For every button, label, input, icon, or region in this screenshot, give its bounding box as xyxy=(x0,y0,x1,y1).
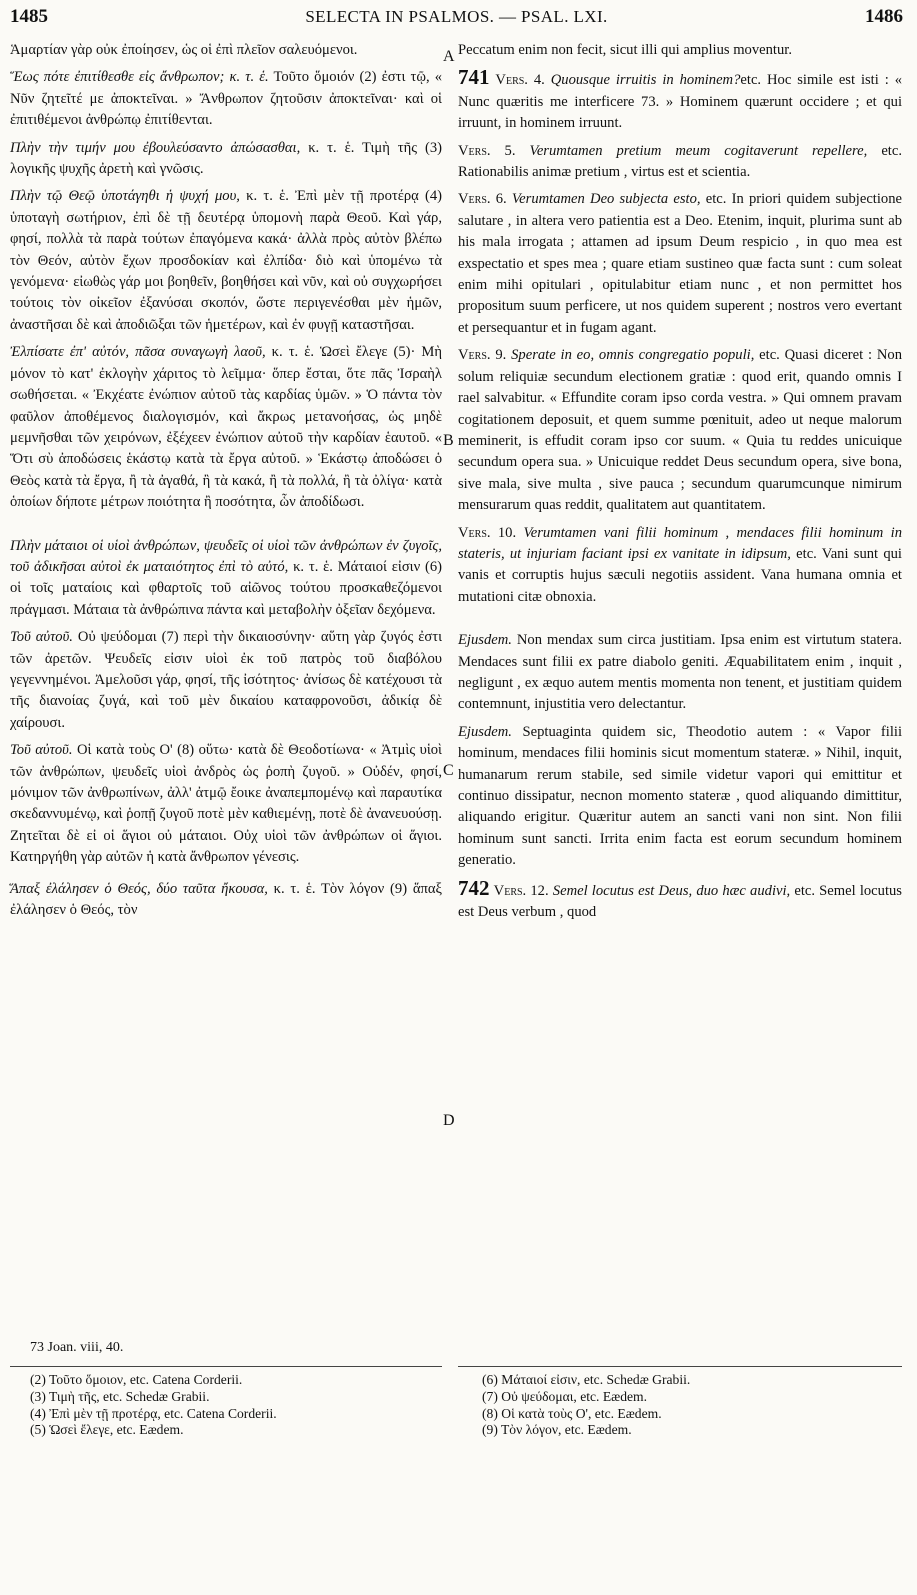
lemma: Semel locutus est Deus, duo hæc audivi, xyxy=(552,882,791,899)
footnotes-left xyxy=(30,1372,440,1439)
lemma: Πλὴν μάταιοι οἱ υἱοὶ ἀνθρώπων, ψευδεῖς οἱ υἱοὶ τῶν ἀνθρώπων ἐν ζυγοῖς, τοῦ ἀδικῆσαι αὐτοὶ ἐκ ματαιότητος ἐπὶ τὸ αὐτό, xyxy=(10,537,442,575)
greek-paragraph: Τοῦ αὐτοῦ. Οἱ κατὰ τοὺς Ο' (8) οὕτω· κατὰ δὲ Θεοδοτίωνα· « Ἀτμὶς υἱοὶ τῶν ἀνθρώπων, ψευδεῖς υἱοὶ ἀνδρὸς ὡς ῥοπὴ ζυγοῦ. » Οὐδέν, φησί, μόνιμον τῶν ἀνθρωπίνων, ἀλλ' ἀτμῷ ἔοικε ἀναπεμπομένῳ καὶ παραυτίκα σκεδαννυμένῳ, καὶ ῥοπῇ ζυγοῦ ποτὲ μὲν καθιεμένῃ, ποτὲ δὲ ἀνανευούσῃ. Ζητεῖται δὲ εἰ οἱ ἅγιοι οὐ μάταιοι. Οὐχ υἱοὶ τῶν ἀνθρώπων οἱ ἅγιοι. Κατηργήθη γὰρ αὐτῶν ἡ κατὰ ἄνθρωπον γένεσις. xyxy=(10,742,442,866)
greek-paragraph: Ἅπαξ ἐλάλησεν ὁ Θεός, δύο ταῦτα ἤκουσα, κ. τ. ἑ. Τὸν λόγον (9) ἅπαξ ἐλάλησεν ὁ Θεός, τὸν xyxy=(10,880,442,919)
latin-paragraph: 741 Vers. 4. Quousque irruitis in hominem?etc. Hoc simile est isti : « Nunc quæritis me interficere 73. » Hominem quærunt occidere ; et qui irruunt, in hominem irruunt. xyxy=(458,65,902,132)
greek-paragraph: Τοῦ αὐτοῦ. Οὐ ψεύδομαι (7) περὶ τὴν δικαιοσύνην· αὕτη γὰρ ζυγός ἐστι τῶν ἀρετῶν. Ψευδεῖς εἰσιν υἱοὶ ἐκ τοῦ πατρὸς τοῦ διαβόλου γεγεννημένοι. Ἀμελοῦσι γάρ, φησί, τῆς ἰσότητος· ἀνίσως δὲ κατέχουσι τὰ τῆς διανοίας ζυγά, καὶ τοῦ μὲν δικαίου καταφρονοῦσι, ἀδικίᾳ δὲ χαίρουσι. xyxy=(10,629,442,731)
footnote: (5) Ὡσεὶ ἔλεγε, etc. Eædem. xyxy=(30,1422,184,1438)
footnote: (4) Ἐπὶ μὲν τῇ προτέρᾳ, etc. Catena Corderii. xyxy=(30,1405,277,1421)
page-number-left: 1485 xyxy=(10,6,48,27)
latin-paragraph: Ejusdem. Non mendax sum circa justitiam. Ipsa enim est virtutum statera. Mendaces sunt filii ex patre diabolo geniti. Æquabilitatem enim , inquit , negligunt , ex æquo autem mentis momenta non tenent, et justitiam quidem contemnunt, injustitia vero delectantur. xyxy=(458,632,902,713)
verse-label: Vers. 12. xyxy=(493,882,549,899)
lemma: Τοῦ αὐτοῦ. xyxy=(10,742,73,759)
lemma: Τοῦ αὐτοῦ. xyxy=(10,629,73,646)
lemma: Quousque irruitis in hominem? xyxy=(550,72,741,89)
section-marker-d: D xyxy=(443,1112,455,1129)
greek-paragraph: Ἐλπίσατε ἐπ' αὐτόν, πᾶσα συναγωγὴ λαοῦ, κ. τ. ἑ. Ὡσεὶ ἔλεγε (5)· Μὴ μόνον τὸ κατ' ἐκλογὴν χάριτος τὸ λεῖμμα· ὅπερ ἔσται, ὅτε πᾶς Ἰσραὴλ σωθήσεται. « Ἐκχέατε ἐνώπιον αὐτοῦ τὰς καρδίας ὑμῶν. » Ὁ πάντα τὸν φαῦλον ἀποθέμενος διαλογισμόν, καὶ ἄκρως μετανοήσας, ὡς μηδὲ μεμνῆσθαι τῶν χειρόνων, ἐξέχεεν ἐνώπιον αὐτοῦ τὴν καρδίαν ἑαυτοῦ. « Ὅτι σὺ ἀποδώσεις ἑκάστῳ κατὰ τὰ ἔργα αὐτοῦ. » Ἑκάστῳ ἀποδώσει ὁ Θεὸς κατὰ τὰ ἔργα, ἢ τὰ ἀγαθά, ἢ τὰ κακά, ἢ τὰ πολλά, ἢ τὰ ὀλίγα· κατὰ ὁποίων δήποτε μέτρων ποιότητα ἢ ποσότητα, ὧν ἀποδίδωσι. xyxy=(10,344,442,511)
verse-label: Vers. 9. xyxy=(458,347,507,364)
greek-paragraph: Ἁμαρτίαν γὰρ οὐκ ἐποίησεν, ὡς οἱ ἐπὶ πλεῖον σαλευόμενοι. xyxy=(10,42,358,58)
footnote: (9) Τὸν λόγον, etc. Eædem. xyxy=(482,1422,632,1438)
footnote: (6) Μάταιοί εἰσιν, etc. Schedæ Grabii. xyxy=(482,1372,691,1387)
running-header xyxy=(10,6,903,34)
page-number-right: 1486 xyxy=(865,6,903,27)
greek-column xyxy=(10,40,442,927)
greek-paragraph: Ἕως πότε ἐπιτίθεσθε εἰς ἄνθρωπον; κ. τ. ἑ. Τοῦτο ὅμοιόν (2) ἐστι τῷ, « Νῦν ζητεῖτέ με ἀποκτεῖναι. » Ἄνθρωπον ζητοῦσιν ἀποκτεῖναι· καὶ οἱ ἐπιτιθέμενοι ἀνθρώπῳ ἐπιτίθενται. xyxy=(10,69,443,129)
lemma: Ἐλπίσατε ἐπ' αὐτόν, πᾶσα συναγωγὴ λαοῦ, xyxy=(10,344,266,361)
section-marker-a: A xyxy=(443,48,455,65)
verse-label: Vers. 10. xyxy=(458,524,517,541)
latin-paragraph: Vers. 6. Verumtamen Deo subjecta esto, etc. In priori quidem subjectione salutare , in altera vero patientia est a Deo. Etenim, inquit, plurima sunt ab his mala irrogata ; attamen ad ipsum Deum respicio , in quo mea est exspectatio et spes mea ; quare etiam sustineo quæ facta sunt : cum soleat enim mihi opitulari , opitulabitur etiam nunc , et non permittet hos propositum suum perficere, ut nos quidem superent ; nostros vero evertant et persequantur et in fugam agant. xyxy=(458,191,902,336)
lemma: Sperate in eo, omnis congregatio populi, xyxy=(511,347,755,364)
latin-column xyxy=(458,40,902,929)
footnote: (7) Οὐ ψεύδομαι, etc. Eædem. xyxy=(482,1388,648,1404)
latin-paragraph: Ejusdem. Septuaginta quidem sic, Theodotio autem : « Vapor filii hominum, mendaces filii hominis sicut momentum stateræ. » Nihil, inquit, humanarum rerum stabile, sed simile videtur vapori qui emittitur et continuo dissipatur, necnon momento stateræ , quod aliquando dimittitur, aliquando erigitur. Quæritur autem an sancti vani non sint. Non filii hominum sunt sancti. Irrita enim facta est eorum secundum hominem generatio. xyxy=(458,723,902,869)
section-number: 741 xyxy=(458,65,490,90)
lemma: Πλὴν τῷ Θεῷ ὑποτάγηθι ἡ ψυχή μου, xyxy=(10,188,240,205)
latin-paragraph: Vers. 10. Verumtamen vani filii hominum , mendaces filii hominum in stateris, ut injuriam faciant ipsi ex vanitate in idipsum, etc. Vani sunt qui vanis et corruptis hujus sæculi negotiis assident. Vana humana omnia et mutationi citæ obnoxia. xyxy=(458,524,903,605)
latin-paragraph: 742 Vers. 12. Semel locutus est Deus, duo hæc audivi, etc. Semel locutus est Deus verbum , quod xyxy=(458,875,902,921)
lemma: Verumtamen Deo subjecta esto, xyxy=(511,191,701,208)
verse-label: Vers. 6. xyxy=(458,191,507,208)
latin-paragraph: Vers. 5. Verumtamen pretium meum cogitaverunt repellere, etc. Rationabilis animæ pretium , virtus est et scientia. xyxy=(458,142,902,181)
footnotes-right xyxy=(482,1372,902,1439)
lemma: Verumtamen vani filii hominum , mendaces filii hominum in stateris, ut injuriam faciant ipsi ex vanitate in idipsum, xyxy=(458,524,903,562)
footnote-rule-right xyxy=(458,1366,902,1367)
lemma: Verumtamen pretium meum cogitaverunt repellere, xyxy=(529,142,868,159)
greek-paragraph: Πλὴν μάταιοι οἱ υἱοὶ ἀνθρώπων, ψευδεῖς οἱ υἱοὶ τῶν ἀνθρώπων ἐν ζυγοῖς, τοῦ ἀδικῆσαι αὐτοὶ ἐκ ματαιότητος ἐπὶ τὸ αὐτό, κ. τ. ἑ. Μάταιοί εἰσιν (6) οἱ τοῖς ματαίοις καὶ φθαρτοῖς τοῦ αἰῶνος τούτου προσκαθεζόμενοι πράγμασι. Μάταια τὰ ἀνθρώπινα πάντα καὶ μεταβολὴν ὀξεῖαν δεχόμενα. xyxy=(10,537,443,618)
scripture-footnote: 73 Joan. viii, 40. xyxy=(30,1340,124,1355)
section-marker-c: C xyxy=(443,762,454,779)
lemma: Ἕως πότε ἐπιτίθεσθε εἰς ἄνθρωπον; κ. τ. ἑ. xyxy=(10,69,269,86)
footnote: (2) Τοῦτο ὅμοιον, etc. Catena Corderii. xyxy=(30,1372,243,1387)
footnote: (3) Τιμὴ τῆς, etc. Schedæ Grabii. xyxy=(30,1388,210,1404)
lemma: Πλὴν τὴν τιμήν μου ἐβουλεύσαντο ἀπώσασθαι, xyxy=(10,139,301,156)
running-title: SELECTA IN PSALMOS. — PSAL. LXI. xyxy=(305,7,608,26)
lemma: Ἅπαξ ἐλάλησεν ὁ Θεός, δύο ταῦτα ἤκουσα, xyxy=(10,880,268,897)
verse-label: Vers. 5. xyxy=(458,142,516,159)
latin-paragraph: Peccatum enim non fecit, sicut illi qui amplius moventur. xyxy=(458,42,792,58)
footnote: (8) Οἱ κατὰ τοὺς Ο', etc. Eædem. xyxy=(482,1405,662,1421)
greek-paragraph: Πλὴν τὴν τιμήν μου ἐβουλεύσαντο ἀπώσασθαι, κ. τ. ἑ. Τιμὴ τῆς (3) λογικῆς ψυχῆς ἀρετὴ καὶ γνῶσις. xyxy=(10,139,443,178)
greek-paragraph: Πλὴν τῷ Θεῷ ὑποτάγηθι ἡ ψυχή μου, κ. τ. ἑ. Ἐπὶ μὲν τῇ προτέρᾳ (4) ὑποταγὴ σωτήριον, ἐπὶ δὲ τῇ δευτέρᾳ ὑπομονὴ παρὰ Θεοῦ. Καὶ γάρ, φησί, πολλὰ τὰ παρὰ τούτων ἐπαγόμενα κακά· ἀλλὰ πρὸς αὐτὸν βλέπω τὸν Θεόν, αὐτὸν ἔχων προσδοκίαν καὶ ἐλπίδα· διὸ καὶ ὑπομένω τὰ γενόμενα· εἰωθὼς γάρ μοι βοηθεῖν, βοηθήσει καὶ νῦν, καὶ οὐ συγχωρήσει τούτοις τὸν οἰκεῖον ἐξανύσαι σκοπόν, ὥστε περιγενέσθαι μὲν ἡμῶν, ἀναστῆσαι δὲ καὶ ἀποδιῶξαι τῶν ἡμετέρων, καὶ ἐν φυγῇ καταστῆσαι. xyxy=(10,188,442,333)
lemma: Ejusdem. xyxy=(458,723,512,740)
section-marker-b: B xyxy=(443,432,454,449)
lemma: Ejusdem. xyxy=(458,632,512,649)
footnote-rule-left xyxy=(10,1366,442,1367)
latin-paragraph: Vers. 9. Sperate in eo, omnis congregatio populi, etc. Quasi diceret : Non solum reliquiæ secundum electionem gratiæ : quod erit, quando omnis I rael salvabitur. « Effundite coram ipso corda vestra. » Qui omnem pravam cogitationem deposuit, et quem summe pœnituit, adeo ut neque malorum meminerit, is effudit coram ipso cor suum. « Quia tu reddes unicuique secundum opera sua. » Unicuique reddet Deus secundum opera, sive bona, sive mala, sive multa , sive pauca ; secundum quarumcunque nimirum mensurarum quas reddit, qualitatem aut quantitatem. xyxy=(458,347,903,514)
section-number: 742 xyxy=(458,875,490,900)
verse-label: Vers. 4. xyxy=(495,72,545,89)
